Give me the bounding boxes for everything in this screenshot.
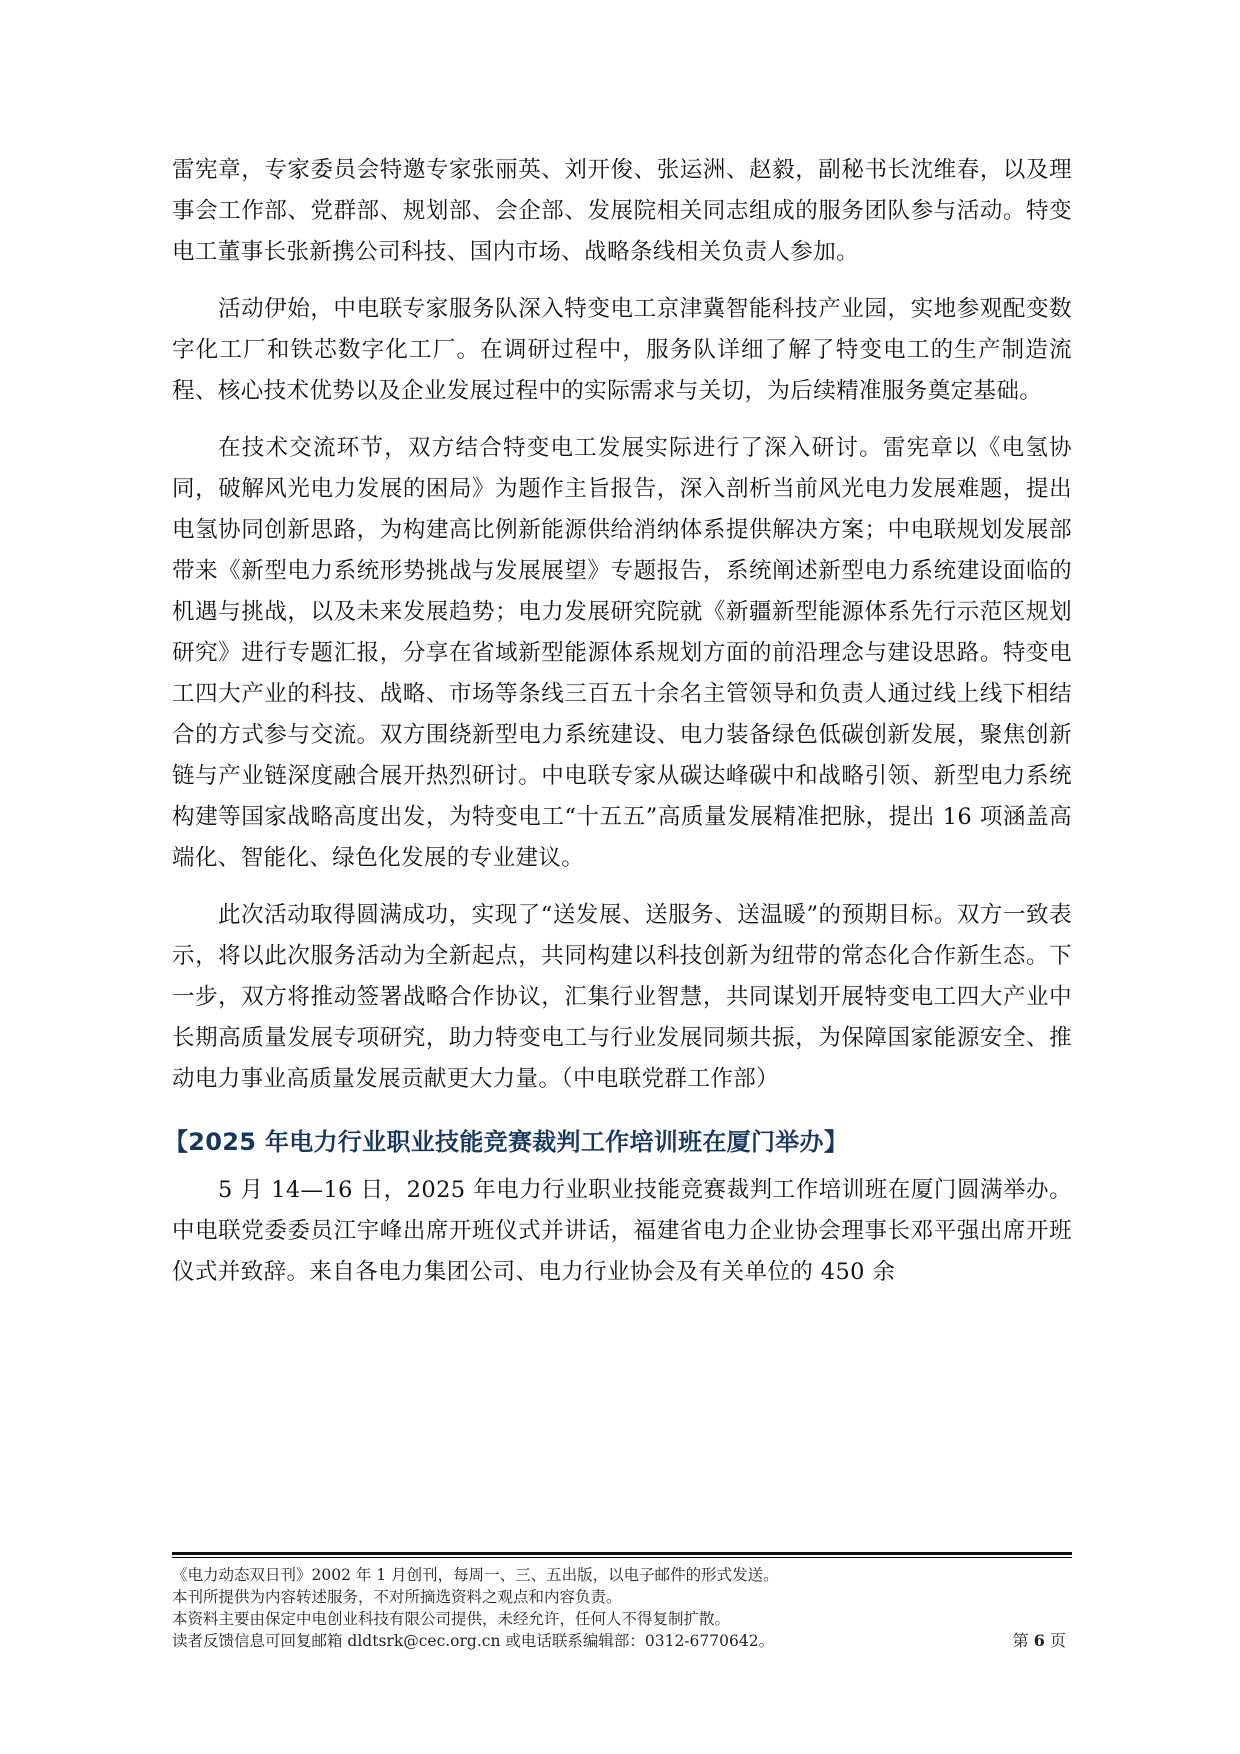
footer-divider-thin	[172, 1557, 1072, 1558]
footer-publication-info: 《电力动态双日刊》2002 年 1 月创刊，每周一、三、五出版，以电子邮件的形式发送。	[172, 1566, 779, 1584]
footer-contact: 读者反馈信息可回复邮箱 dldtsrk@cec.org.cn 或电话联系编辑部：0312-6770642。	[172, 1632, 775, 1650]
page-number	[1013, 1630, 1066, 1652]
paragraph-site-visit: 活动伊始，中电联专家服务队深入特变电工京津冀智能科技产业园，实地参观配变数字化工厂和铁芯数字化工厂。在调研过程中，服务队详细了解了特变电工的生产制造流程、核心技术优势以及企业发展过程中的实际需求与关切，为后续精准服务奠定基础。	[172, 296, 1072, 404]
page-number-suffix: 页	[1049, 1631, 1066, 1650]
article-body	[164, 150, 1072, 1309]
section-heading: 【2025 年电力行业职业技能竞赛裁判工作培训班在厦门举办】	[164, 1128, 849, 1156]
paragraph-technical-exchange: 在技术交流环节，双方结合特变电工发展实际进行了深入研讨。雷宪章以《电氢协同，破解风光电力发展的困局》为题作主旨报告，深入剖析当前风光电力发展难题，提出电氢协同创新思路，为构建高比例新能源供给消纳体系提供解决方案；中电联规划发展部带来《新型电力系统形势挑战与发展展望》专题报告，系统阐述新型电力系统建设面临的机遇与挑战，以及未来发展趋势；电力发展研究院就《新疆新型能源体系先行示范区规划研究》进行专题汇报，分享在省域新型能源体系规划方面的前沿理念与建设思路。特变电工四大产业的科技、战略、市场等条线三百五十余名主管领导和负责人通过线上线下相结合的方式参与交流。双方围绕新型电力系统建设、电力装备绿色低碳创新发展，聚焦创新链与产业链深度融合展开热烈研讨。中电联专家从碳达峰碳中和战略引领、新型电力系统构建等国家战略高度出发，为特变电工“十五五”高质量发展精准把脉，提出 16 项涵盖高端化、智能化、绿色化发展的专业建议。	[172, 435, 1072, 871]
paragraph-conclusion: 此次活动取得圆满成功，实现了“送发展、送服务、送温暖”的预期目标。双方一致表示，将以此次服务活动为全新起点，共同构建以科技创新为纽带的常态化合作新生态。下一步，双方将推动签署战略合作协议，汇集行业智慧，共同谋划开展特变电工四大产业中长期高质量发展专项研究，助力特变电工与行业发展同频共振，为保障国家能源安全、推动电力事业高质量发展贡献更大力量。（中电联党群工作部）	[172, 902, 1072, 1092]
page-number-value: 6	[1033, 1631, 1045, 1650]
page-footer	[172, 1552, 1072, 1652]
page-number-prefix: 第	[1012, 1631, 1029, 1650]
paragraph-participants: 雷宪章，专家委员会特邀专家张丽英、刘开俊、张运洲、赵毅，副秘书长沈维春，以及理事会工作部、党群部、规划部、会企部、发展院相关同志组成的服务团队参与活动。特变电工董事长张新携公司科技、国内市场、战略条线相关负责人参加。	[172, 157, 1072, 265]
footer-divider-thick	[172, 1552, 1072, 1555]
footer-copyright: 本资料主要由保定中电创业科技有限公司提供，未经允许，任何人不得复制扩散。	[172, 1610, 731, 1628]
paragraph-training-class: 5 月 14—16 日，2025 年电力行业职业技能竞赛裁判工作培训班在厦门圆满举办。中电联党委委员江宇峰出席开班仪式并讲话，福建省电力企业协会理事长邓平强出席开班仪式并致辞。来自各电力集团公司、电力行业协会及有关单位的 450 余	[172, 1177, 1072, 1285]
footer-disclaimer: 本刊所提供为内容转述服务，不对所摘选资料之观点和内容负责。	[172, 1588, 622, 1606]
